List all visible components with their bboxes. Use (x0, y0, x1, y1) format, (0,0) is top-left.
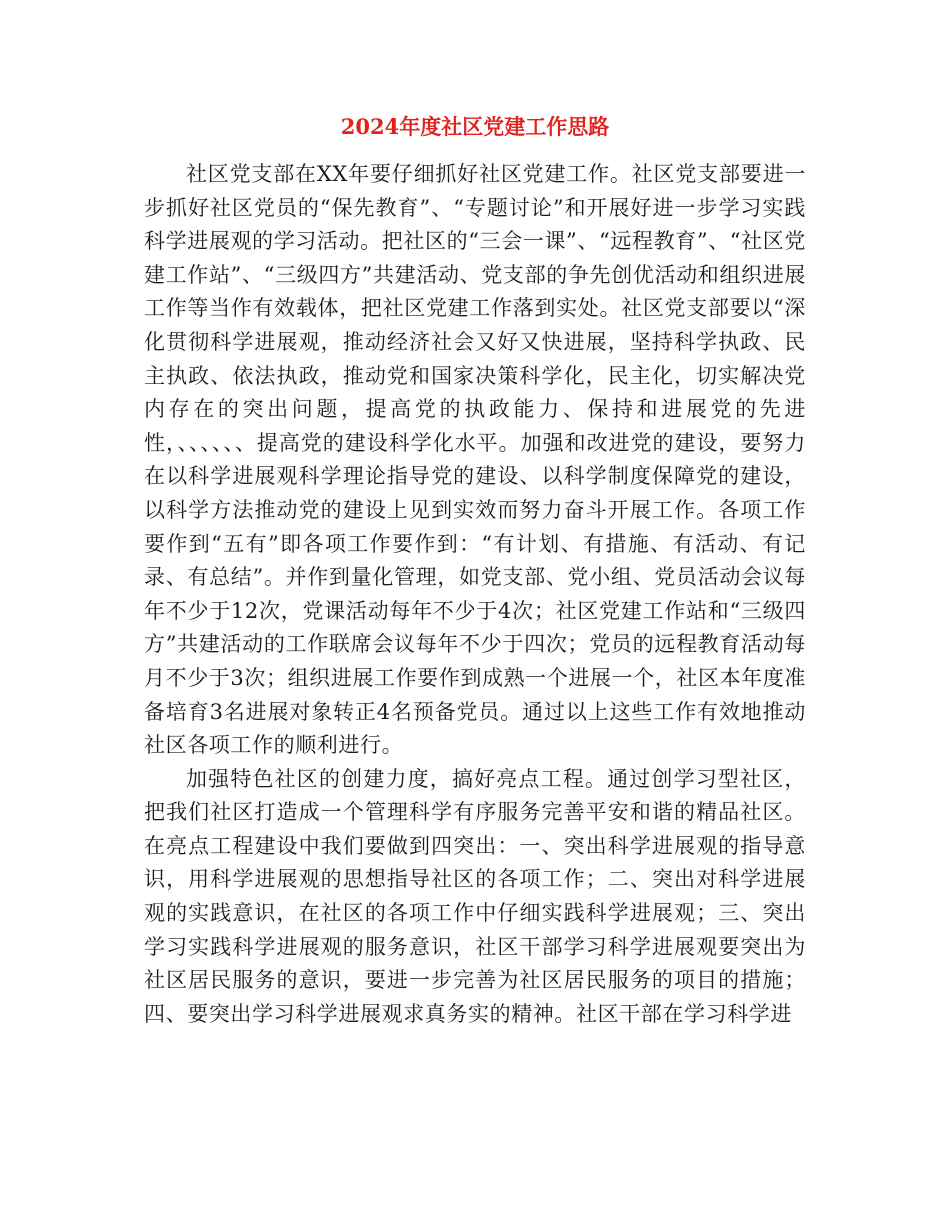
document-title: 2024年度社区党建工作思路 (340, 114, 610, 139)
paragraph-featured-community: 加强特色社区的创建力度，搞好亮点工程。通过创学习型社区，把我们社区打造成一个管理科学有序服务完善平安和谐的精品社区。在亮点工程建设中我们要做到四突出：一、突出科学进展观的指导意识，用科学进展观的思想指导社区的各项工作；二、突出对科学进展观的实践意识，在社区的各项工作中仔细实践科学进展观；三、突出学习实践科学进展观的服务意识，社区干部学习科学进展观要突出为社区居民服务的意识，要进一步完善为社区居民服务的项目的措施；四、要突出学习科学进展观求真务实的精神。社区干部在学习科学进 (144, 766, 806, 1026)
paragraph-party-building-work: 社区党支部在XX年要仔细抓好社区党建工作。社区党支部要进一步抓好社区党员的“保先教育”、“专题讨论”和开展好进一步学习实践科学进展观的学习活动。把社区的“三会一课”、“远程教育”、“社区党建工作站”、“三级四方”共建活动、党支部的争先创优活动和组织进展工作等当作有效载体，把社区党建工作落到实处。社区党支部要以“深化贯彻科学进展观，推动经济社会又好又快进展，坚持科学执政、民主执政、依法执政，推动党和国家决策科学化，民主化，切实解决党内存在的突出问题，提高党的执政能力、保持和进展党的先进性，、、、、、、提高党的建设科学化水平。加强和改进党的建设，要努力在以科学进展观科学理论指导党的建设、以科学制度保障党的建设，以科学方法推动党的建设上见到实效而努力奋斗开展工作。各项工作要作到“五有”即各项工作要作到：“有计划、有措施、有活动、有记录、有总结”。并作到量化管理，如党支部、党小组、党员活动会议每年不少于12次，党课活动每年不少于4次；社区党建工作站和“三级四方”共建活动的工作联席会议每年不少于四次；党员的远程教育活动每月不少于3次；组织进展工作要作到成熟一个进展一个，社区本年度准备培育3名进展对象转正4名预备党员。通过以上这些工作有效地推动社区各项工作的顺利进行。 (144, 162, 806, 758)
document-body (144, 158, 806, 1031)
